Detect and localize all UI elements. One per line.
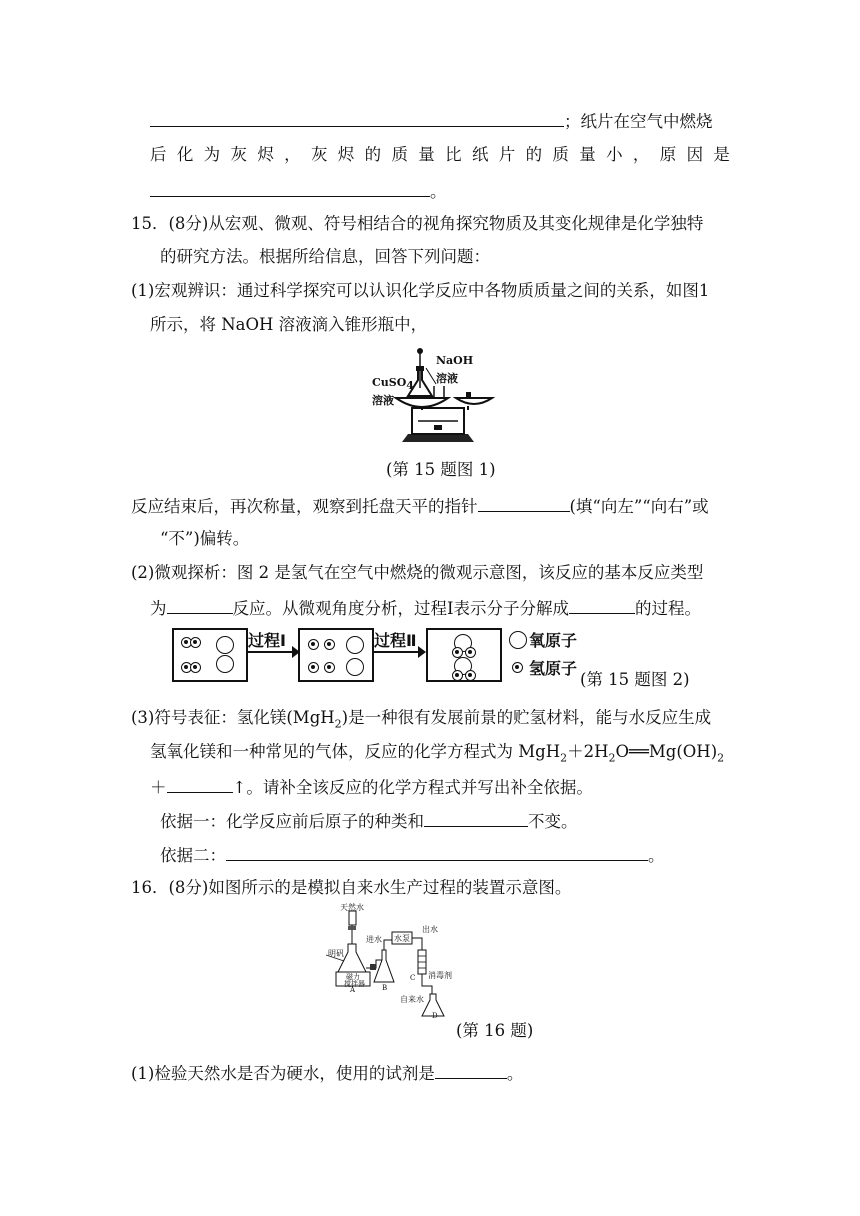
q15-intro-1: 15．(8分)从宏观、微观、符号相结合的视角探究物质及其变化规律是化学独特 <box>131 214 704 233</box>
outlet-label: 出水 <box>422 925 438 934</box>
justified-char: 是 <box>713 145 730 164</box>
q15-p3-line-3: ＋ ↑。请补全该反应的化学方程式并写出补全依据。 <box>150 774 593 800</box>
hydrogen-atom-legend-icon <box>512 662 523 673</box>
natural-water-label: 天然水 <box>340 903 364 912</box>
water-treatment-illustration <box>326 900 466 1020</box>
stirrer-label-2: 搅拌器 <box>344 980 365 988</box>
q15-intro-2: 的研究方法。根据所给信息，回答下列问题： <box>160 247 490 266</box>
q16-p1: (1)检验天然水是否为硬水，使用的试剂是 。 <box>131 1060 523 1086</box>
justified-char: 灰 <box>310 145 328 164</box>
inlet-label: 进水 <box>366 935 382 944</box>
naoh-solution-label: 溶液 <box>436 372 458 385</box>
flask-a-label: A <box>350 986 356 994</box>
arrow-1 <box>246 651 296 653</box>
figure-2-caption: (第 15 题图 2) <box>580 670 690 689</box>
q15-basis-2: 依据二： 。 <box>160 842 665 868</box>
justified-char: 为 <box>203 145 221 164</box>
justified-char: 小 <box>606 145 623 164</box>
justified-char: 片 <box>498 145 516 164</box>
flask-d-label: D <box>432 1012 438 1020</box>
state-2-box <box>298 628 374 682</box>
justified-char: 量 <box>579 145 596 164</box>
answer-blank[interactable] <box>478 493 570 512</box>
justified-char: 化 <box>176 145 194 164</box>
flask-b-label: B <box>382 984 388 992</box>
cuso4-label: CuSO$_4$ <box>372 376 414 393</box>
q16-intro: 16．(8分)如图所示的是模拟自来水生产过程的装置示意图。 <box>131 878 572 897</box>
naoh-label: NaOH <box>436 354 474 367</box>
arrow-2 <box>372 651 422 653</box>
justified-char: 烬 <box>337 145 355 164</box>
justified-char: 质 <box>391 145 408 164</box>
answer-blank[interactable] <box>424 808 528 827</box>
q14-answer-line-1: ；纸片在空气中燃烧 <box>150 108 713 134</box>
justified-char: 灰 <box>230 145 247 164</box>
q15-p2-line-1: (2)微观探析：图 2 是氢气在空气中燃烧的微观示意图，该反应的基本反应类型 <box>131 563 704 582</box>
justified-char: ， <box>632 145 650 164</box>
justified-char: 的 <box>525 145 543 164</box>
answer-blank[interactable] <box>569 595 635 614</box>
state-1-box <box>172 628 248 682</box>
q15-p1-line-1: (1)宏观辨识：通过科学探究可以认识化学反应中各物质质量之间的关系，如图1 <box>131 281 710 300</box>
justified-char: 后 <box>150 145 167 164</box>
q14-answer-line-2 <box>150 143 730 167</box>
q15-p3-line-1: (3)符号表征：氢化镁(MgH$_2$)是一种很有发展前景的贮氢材料，能与水反应生成 <box>131 708 712 731</box>
q14-answer-line-3: 。 <box>150 178 447 204</box>
q15-p1-line-2: 所示，将 NaOH 溶液滴入锥形瓶中， <box>150 315 428 334</box>
arrow-2-head <box>418 646 426 658</box>
q15-p3-line-2: 氢氧化镁和一种常见的气体，反应的化学方程式为 $MgH_2+2H_2O══Mg(OH)_2$ <box>150 742 725 765</box>
stirrer-label-1: 磁力 <box>346 973 360 981</box>
answer-blank[interactable] <box>226 842 648 861</box>
justified-char: 烬 <box>257 145 274 164</box>
arrow-1-label: 过程Ⅰ <box>248 631 286 650</box>
oxygen-atom-legend-icon <box>509 631 527 649</box>
cuso4-solution-label: 溶液 <box>372 394 394 407</box>
pump-label: 水泵 <box>394 934 410 943</box>
answer-blank[interactable] <box>150 108 564 127</box>
arrow-2-label: 过程Ⅱ <box>374 631 417 650</box>
q15-p2-line-2: 为 反应。从微观角度分析，过程Ⅰ表示分子分解成 的过程。 <box>150 595 701 621</box>
answer-blank[interactable] <box>167 595 233 614</box>
justified-char: 量 <box>418 145 435 164</box>
justified-char: 原 <box>659 145 677 164</box>
q15-basis-1: 依据一：化学反应前后原子的种类和 不变。 <box>160 808 578 834</box>
water-treatment-figure <box>326 900 466 1020</box>
justified-char: 的 <box>364 145 382 164</box>
figure-16-caption: (第 16 题) <box>456 1021 534 1040</box>
column-c-label: C <box>410 974 416 982</box>
q15-p1-line-3: 反应结束后，再次称量，观察到托盘天平的指针 (填“向左”“向右”或 <box>131 493 709 519</box>
answer-blank[interactable] <box>167 774 233 793</box>
oxygen-atom-legend: 氧原子 <box>529 631 578 650</box>
answer-blank[interactable] <box>150 178 430 197</box>
justified-char: 比 <box>445 145 462 164</box>
answer-blank[interactable] <box>435 1060 507 1079</box>
disinfectant-label: 消毒剂 <box>428 971 452 980</box>
alum-label: 明矾 <box>328 949 344 958</box>
justified-char: 质 <box>552 145 569 164</box>
balance-figure <box>368 346 498 446</box>
q15-p1-line-4: “不”)偏转。 <box>160 529 250 548</box>
state-3-box <box>426 628 502 682</box>
figure-1-caption: (第 15 题图 1) <box>386 460 496 479</box>
justified-char: ， <box>284 145 301 164</box>
tap-water-label: 自来水 <box>400 995 424 1004</box>
justified-char: 纸 <box>471 145 489 164</box>
hydrogen-atom-legend: 氢原子 <box>529 659 578 678</box>
justified-char: 因 <box>686 145 704 164</box>
